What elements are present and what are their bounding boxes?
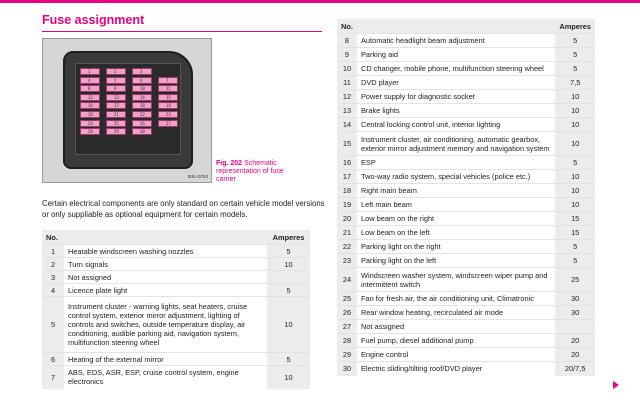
fuse-amperes-cell: 10 [555, 184, 595, 198]
figure-caption-number: Fig. 202 [216, 160, 243, 167]
column-header-amperes: Amperes [267, 230, 310, 245]
fuse-number-cell: 25 [337, 292, 357, 306]
fuse-number-cell: 23 [337, 254, 357, 268]
fuse-number-cell: 14 [337, 118, 357, 132]
fuse-number-cell: 26 [337, 306, 357, 320]
top-accent-rule [0, 0, 640, 3]
fuse-amperes-cell: 10 [555, 104, 595, 118]
fuse-slot-number: 10 [140, 86, 145, 92]
fuse-description-cell: Instrument cluster, air conditioning, automatic gearbox, exterior mirror adjustment memory and navigation system [357, 132, 555, 156]
fuse-number-cell: 15 [337, 132, 357, 156]
fuse-slot [106, 68, 126, 75]
table-row [337, 76, 595, 90]
fuse-description-cell: DVD player [357, 76, 555, 90]
table-row [42, 245, 310, 258]
fuse-description-cell: Fan for fresh air, the air conditioning unit, Climatronic [357, 292, 555, 306]
table-row [337, 198, 595, 212]
fuse-number-cell: 20 [337, 212, 357, 226]
table-row [42, 258, 310, 271]
fuse-description-cell: Left main beam [357, 198, 555, 212]
fuse-description-cell: Fuel pump, diesel additional pump [357, 334, 555, 348]
fuse-slot [106, 77, 126, 84]
fuse-number-cell: 3 [42, 271, 64, 284]
fuse-slot-number: 8 [88, 86, 91, 92]
fuse-number-cell: 22 [337, 240, 357, 254]
fuse-slot [158, 77, 178, 84]
fuse-amperes-cell [555, 320, 595, 334]
fuse-slot-grid [75, 63, 181, 155]
fuse-description-cell: Heatable windscreen washing nozzles [64, 245, 267, 258]
fuse-amperes-cell: 30 [555, 306, 595, 320]
table-row [337, 348, 595, 362]
figure-caption-text: Schematic representation of fuse carrier [216, 160, 284, 183]
fuse-number-cell: 8 [337, 34, 357, 48]
fuse-amperes-cell: 5 [555, 62, 595, 76]
fuse-slot [106, 120, 126, 127]
fuse-slot-number: 1 [88, 69, 91, 74]
fuse-description-cell: Parking light on the left [357, 254, 555, 268]
fuse-description-cell: Parking aid [357, 48, 555, 62]
fuse-slot-number: 23 [166, 112, 171, 117]
fuse-number-cell: 11 [337, 76, 357, 90]
fuse-amperes-cell: 20 [555, 334, 595, 348]
fuse-slot-number: 5 [114, 77, 117, 83]
heading-underline [42, 31, 322, 32]
fuse-carrier-figure [42, 38, 212, 183]
fuse-table-right [337, 19, 595, 376]
fuse-slot-number: 26 [140, 120, 145, 126]
fuse-number-cell: 29 [337, 348, 357, 362]
fuse-slot [132, 85, 152, 92]
fuse-description-cell: Turn signals [64, 258, 267, 271]
fuse-slot [158, 120, 178, 127]
fuse-slot-number: 24 [88, 120, 93, 126]
fuse-number-cell: 7 [42, 366, 64, 389]
table-row [337, 268, 595, 292]
fuse-amperes-cell: 5 [267, 245, 310, 258]
fuse-number-cell: 30 [337, 362, 357, 376]
section-heading: Fuse assignment [42, 13, 145, 27]
table-row [42, 271, 310, 284]
fuse-slot [158, 102, 178, 109]
table-row [42, 284, 310, 297]
fuse-amperes-cell: 5 [555, 156, 595, 170]
fuse-slot [106, 128, 126, 135]
fuse-amperes-cell: 10 [267, 366, 310, 389]
fuse-amperes-cell [267, 271, 310, 284]
figure-code: B3U-0783 [187, 174, 208, 179]
fuse-amperes-cell: 20/7,5 [555, 362, 595, 376]
fuse-description-cell: Not assigned [357, 320, 555, 334]
table-row [337, 362, 595, 376]
fuse-description-cell: Low beam on the left [357, 226, 555, 240]
fuse-number-cell: 6 [42, 353, 64, 366]
fuse-amperes-cell: 10 [267, 297, 310, 353]
fuse-slot [132, 120, 152, 127]
fuse-slot-number: 11 [166, 86, 171, 92]
table-row [337, 118, 595, 132]
table-row [337, 156, 595, 170]
table-row [337, 184, 595, 198]
fuse-number-cell: 21 [337, 226, 357, 240]
fuse-slot [80, 68, 100, 75]
fuse-slot-number: 13 [114, 94, 119, 100]
fuse-slot-number: 18 [140, 103, 145, 109]
fuse-slot-number: 15 [166, 94, 171, 100]
fuse-amperes-cell: 5 [267, 284, 310, 297]
fuse-description-cell: Power supply for diagnostic socket [357, 90, 555, 104]
table-row [42, 366, 310, 389]
fuse-slot-number: 22 [140, 112, 145, 117]
table-row [337, 334, 595, 348]
fuse-amperes-cell: 30 [555, 292, 595, 306]
fuse-number-cell: 12 [337, 90, 357, 104]
column-header-no: No. [42, 230, 64, 245]
intro-paragraph: Certain electrical components are only standard on certain vehicle model versions or only suppliable as optional equipment for certain models. [42, 199, 325, 219]
table-row [337, 62, 595, 76]
fuse-slot-number: 9 [114, 86, 117, 92]
fuse-slot [158, 85, 178, 92]
fuse-slot-number: 16 [88, 103, 93, 109]
fuse-amperes-cell: 20 [555, 348, 595, 362]
fuse-slot-number: 14 [140, 94, 145, 100]
fuse-description-cell: Heating of the external mirror [64, 353, 267, 366]
fuse-slot [132, 68, 152, 75]
fuse-slot [106, 94, 126, 101]
fuse-number-cell: 17 [337, 170, 357, 184]
fuse-number-cell: 1 [42, 245, 64, 258]
fuse-slot [80, 94, 100, 101]
fuse-number-cell: 18 [337, 184, 357, 198]
fuse-amperes-cell: 5 [555, 34, 595, 48]
fuse-number-cell: 2 [42, 258, 64, 271]
fuse-slot-number: 6 [140, 77, 143, 83]
fuse-amperes-cell: 10 [267, 258, 310, 271]
fuse-number-cell: 16 [337, 156, 357, 170]
fuse-amperes-cell: 7,5 [555, 76, 595, 90]
fuse-slot [80, 85, 100, 92]
fuse-description-cell: Not assigned [64, 271, 267, 284]
fuse-description-cell: Electric sliding/tilting roof/DVD player [357, 362, 555, 376]
fuse-slot-number: 21 [114, 112, 119, 117]
figure-caption [216, 160, 296, 184]
fuse-slot-number: 27 [166, 120, 171, 126]
fuse-amperes-cell: 5 [555, 48, 595, 62]
fuse-description-cell: Automatic headlight beam adjustment [357, 34, 555, 48]
fuse-slot-number: 28 [88, 129, 93, 135]
fuse-slot [80, 128, 100, 135]
table-row [337, 226, 595, 240]
fuse-slot [106, 85, 126, 92]
fuse-slot [158, 94, 178, 101]
fuse-amperes-cell: 10 [555, 198, 595, 212]
fuse-amperes-cell: 15 [555, 226, 595, 240]
fuse-number-cell: 13 [337, 104, 357, 118]
fuse-table-left [42, 230, 310, 389]
fuse-description-cell: Engine control [357, 348, 555, 362]
fuse-slot-number: 4 [88, 77, 91, 83]
fuse-description-cell: Parking light on the right [357, 240, 555, 254]
fuse-amperes-cell: 5 [267, 353, 310, 366]
fuse-amperes-cell: 15 [555, 212, 595, 226]
column-header-description [357, 19, 555, 34]
table-header-row [337, 19, 595, 34]
fuse-amperes-cell: 10 [555, 118, 595, 132]
fuse-slot-number: 20 [88, 112, 93, 117]
fuse-description-cell: CD changer, mobile phone, multifunction steering wheel [357, 62, 555, 76]
fuse-slot [132, 128, 152, 135]
fuse-slot [132, 111, 152, 118]
fuse-slot [80, 120, 100, 127]
table-row [42, 353, 310, 366]
table-row [337, 34, 595, 48]
fuse-slot [132, 102, 152, 109]
fuse-amperes-cell: 25 [555, 268, 595, 292]
fuse-description-cell: ESP [357, 156, 555, 170]
fuse-amperes-cell: 10 [555, 132, 595, 156]
fuse-description-cell: Instrument cluster - warning lights, seat heaters, cruise control system, exterior mirror adjustment, lighting of controls and switches, outside temperature display, air conditioning, audible parking aid, navigation system, multifunction steering wheel [64, 297, 267, 353]
fuse-slot [106, 111, 126, 118]
fuse-number-cell: 24 [337, 268, 357, 292]
table-row [337, 306, 595, 320]
fuse-description-cell: Brake lights [357, 104, 555, 118]
fuse-number-cell: 28 [337, 334, 357, 348]
table-row [337, 104, 595, 118]
table-row [337, 240, 595, 254]
fuse-slot [80, 77, 100, 84]
fuse-description-cell: Rear window heating, recirculated air mode [357, 306, 555, 320]
fuse-slot-number: 3 [140, 69, 143, 74]
table-row [337, 90, 595, 104]
fuse-number-cell: 4 [42, 284, 64, 297]
table-row [337, 48, 595, 62]
fuse-slot-number: 30 [140, 129, 145, 135]
fuse-number-cell: 27 [337, 320, 357, 334]
fuse-number-cell: 19 [337, 198, 357, 212]
fuse-description-cell: Windscreen washer system, windscreen wiper pump and intermittent switch [357, 268, 555, 292]
table-row [337, 320, 595, 334]
table-row [337, 170, 595, 184]
fuse-description-cell: Right main beam [357, 184, 555, 198]
fuse-number-cell: 5 [42, 297, 64, 353]
column-header-amperes: Amperes [555, 19, 595, 34]
fuse-amperes-cell: 10 [555, 170, 595, 184]
fuse-number-cell: 10 [337, 62, 357, 76]
table-row [337, 132, 595, 156]
fuse-description-cell: Central locking control unit, interior lighting [357, 118, 555, 132]
fuse-amperes-cell: 5 [555, 240, 595, 254]
fuse-slot [80, 111, 100, 118]
fuse-description-cell: ABS, EDS, ASR, ESP, cruise control system, engine electronics [64, 366, 267, 389]
next-page-arrow-icon[interactable] [613, 381, 619, 389]
fuse-slot-number: 17 [114, 103, 119, 109]
fuse-description-cell: Two-way radio system, special vehicles (police etc.) [357, 170, 555, 184]
fuse-slot [80, 102, 100, 109]
fuse-amperes-cell: 5 [555, 254, 595, 268]
column-header-no: No. [337, 19, 357, 34]
fuse-slot-number: 12 [88, 94, 93, 100]
table-row [42, 297, 310, 353]
fuse-slot [132, 77, 152, 84]
fuse-number-cell: 9 [337, 48, 357, 62]
fuse-slot-number: 7 [166, 77, 169, 83]
fuse-description-cell: Licence plate light [64, 284, 267, 297]
fuse-description-cell: Low beam on the right [357, 212, 555, 226]
fuse-slot [158, 111, 178, 118]
fuse-carrier-housing [63, 51, 193, 169]
fuse-amperes-cell: 10 [555, 90, 595, 104]
table-row [337, 292, 595, 306]
fuse-slot-number: 19 [166, 103, 171, 109]
fuse-slot-number: 29 [114, 129, 119, 135]
column-header-description [64, 230, 267, 245]
fuse-slot [106, 102, 126, 109]
table-header-row [42, 230, 310, 245]
table-row [337, 254, 595, 268]
fuse-slot [132, 94, 152, 101]
fuse-slot-number: 25 [114, 120, 119, 126]
table-row [337, 212, 595, 226]
fuse-slot-number: 2 [114, 69, 117, 74]
